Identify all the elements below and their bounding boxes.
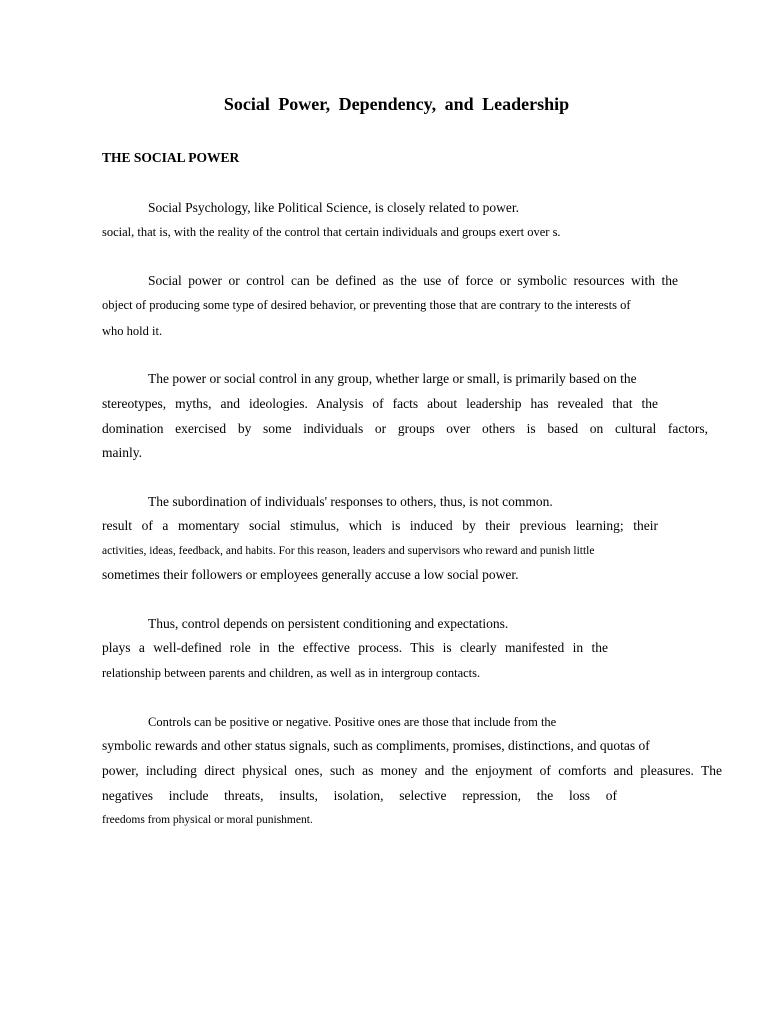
text-line: negatives include threats, insults, isolation, selective repression, the loss of xyxy=(102,788,617,803)
text-line: The subordination of individuals' responses to others, thus, is not common. xyxy=(148,494,553,509)
text-line: stereotypes, myths, and ideologies. Analysis of facts about leadership has revealed that the xyxy=(102,396,658,411)
text-line: freedoms from physical or moral punishment. xyxy=(102,814,313,826)
text-line: Social Psychology, like Political Science, is closely related to power. xyxy=(148,200,520,215)
text-line: relationship between parents and children, as well as in intergroup contacts. xyxy=(102,666,481,680)
text-line: sometimes their followers or employees generally accuse a low social power. xyxy=(102,567,519,582)
text-line: object of producing some type of desired behavior, or preventing those that are contrary to the interests of xyxy=(102,298,631,312)
text-line: social, that is, with the reality of the control that certain individuals and groups exert over s. xyxy=(102,225,561,239)
text-line: power, including direct physical ones, such as money and the enjoyment of comforts and pleasures. The xyxy=(102,763,722,778)
text-line: plays a well-defined role in the effective process. This is clearly manifested in the xyxy=(102,640,608,655)
text-line: activities, ideas, feedback, and habits. For this reason, leaders and supervisors who reward and punish little xyxy=(102,545,595,557)
text-line: symbolic rewards and other status signals, such as compliments, promises, distinctions, and quotas of xyxy=(102,738,650,753)
text-line: Social power or control can be defined as the use of force or symbolic resources with the xyxy=(148,273,678,288)
text-line: Controls can be positive or negative. Positive ones are those that include from the xyxy=(148,715,557,729)
text-line: domination exercised by some individuals or groups over others is based on cultural factors, xyxy=(102,421,708,436)
text-line: The power or social control in any group, whether large or small, is primarily based on the xyxy=(148,371,637,386)
text-line: mainly. xyxy=(102,445,142,460)
text-line: result of a momentary social stimulus, which is induced by their previous learning; their xyxy=(102,518,658,533)
document-title: Social Power, Dependency, and Leadership xyxy=(223,94,570,114)
text-line: who hold it. xyxy=(102,324,163,338)
section-heading: THE SOCIAL POWER xyxy=(102,150,240,165)
text-line: Thus, control depends on persistent conditioning and expectations. xyxy=(148,616,509,631)
